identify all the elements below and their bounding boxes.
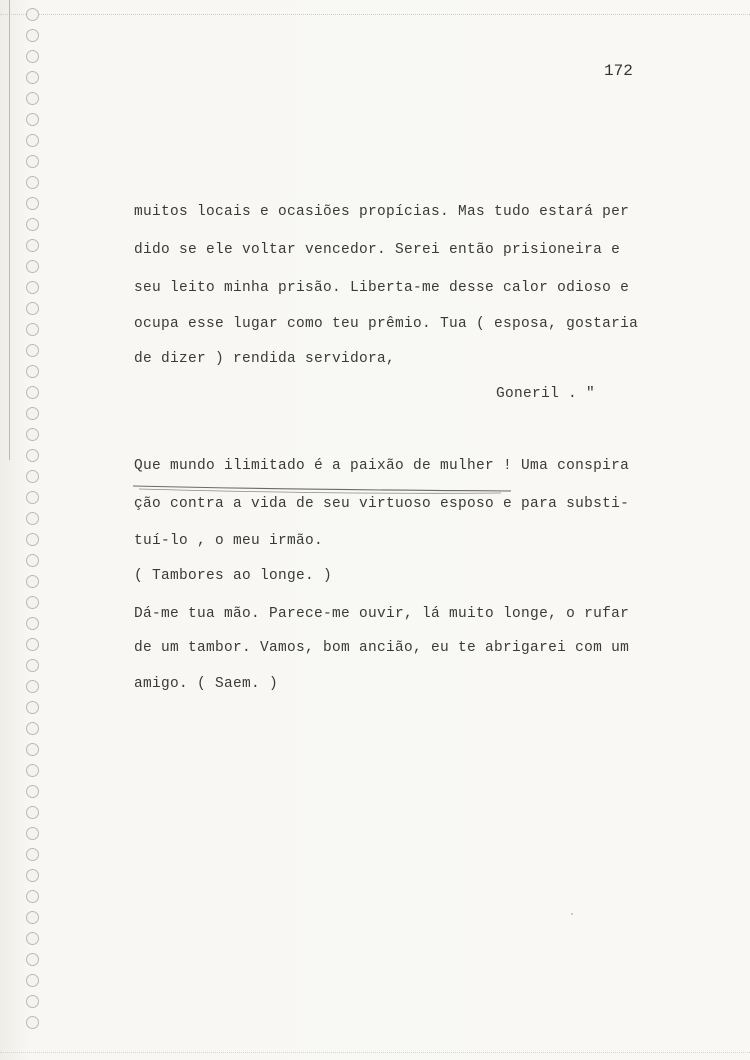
binder-hole (26, 491, 39, 504)
binder-hole (26, 764, 39, 777)
binder-hole (26, 617, 39, 630)
binder-hole (26, 428, 39, 441)
binder-hole (26, 281, 39, 294)
binder-hole (26, 29, 39, 42)
binder-hole (26, 365, 39, 378)
binder-hole (26, 533, 39, 546)
binder-hole (26, 932, 39, 945)
binder-hole (26, 470, 39, 483)
binder-hole (26, 953, 39, 966)
binder-hole (26, 554, 39, 567)
binder-hole (26, 974, 39, 987)
binder-hole (26, 638, 39, 651)
binder-hole (26, 71, 39, 84)
binder-hole (26, 134, 39, 147)
letter-line-4: ocupa esse lugar como teu prêmio. Tua ( esposa, gostaria (134, 316, 639, 332)
binder-hole (26, 449, 39, 462)
binder-hole (26, 596, 39, 609)
stage-direction-line: ( Tambores ao longe. ) (134, 568, 333, 584)
letter-signature: Goneril . " (496, 386, 596, 402)
binder-hole (26, 869, 39, 882)
binder-hole (26, 680, 39, 693)
speech-line-5: Dá-me tua mão. Parece-me ouvir, lá muito longe, o rufar (134, 606, 630, 622)
page-number: 172 (604, 62, 633, 80)
binder-hole (26, 302, 39, 315)
binder-hole (26, 155, 39, 168)
binder-hole (26, 197, 39, 210)
binder-hole (26, 407, 39, 420)
speech-line-6: de um tambor. Vamos, bom ancião, eu te abrigarei com um (134, 640, 630, 656)
paper-speck (571, 913, 573, 915)
speech-line-3: tuí-lo , o meu irmão. (134, 533, 324, 549)
binder-hole (26, 722, 39, 735)
binder-hole (26, 218, 39, 231)
bottom-edge-dots (0, 1052, 750, 1054)
binder-hole (26, 50, 39, 63)
letter-line-5: de dizer ) rendida servidora, (134, 351, 396, 367)
binder-hole (26, 701, 39, 714)
letter-line-1: muitos locais e ocasiões propícias. Mas tudo estará per (134, 204, 630, 220)
letter-line-3: seu leito minha prisão. Liberta-me desse calor odioso e (134, 280, 630, 296)
binder-holes (26, 8, 42, 1048)
binder-hole (26, 239, 39, 252)
binder-hole (26, 260, 39, 273)
binder-hole (26, 386, 39, 399)
binder-hole (26, 113, 39, 126)
binder-hole (26, 827, 39, 840)
binder-hole (26, 8, 39, 21)
speech-line-2: ção contra a vida de seu virtuoso esposo e para substi- (134, 496, 630, 512)
binder-hole (26, 848, 39, 861)
binder-hole (26, 512, 39, 525)
binder-hole (26, 890, 39, 903)
binder-hole (26, 92, 39, 105)
top-edge-dots (0, 14, 750, 16)
letter-line-2: dido se ele voltar vencedor. Serei então prisioneira e (134, 242, 621, 258)
binder-hole (26, 785, 39, 798)
speech-line-7: amigo. ( Saem. ) (134, 676, 279, 692)
binder-hole (26, 575, 39, 588)
binder-hole (26, 659, 39, 672)
binder-hole (26, 344, 39, 357)
binder-hole (26, 1016, 39, 1029)
binder-hole (26, 806, 39, 819)
speech-line-1: Que mundo ilimitado é a paixão de mulher ! Uma conspira (134, 458, 630, 474)
binder-hole (26, 911, 39, 924)
binder-hole (26, 743, 39, 756)
binder-hole (26, 176, 39, 189)
binder-hole (26, 995, 39, 1008)
binder-hole (26, 323, 39, 336)
binding-margin-line (9, 0, 10, 460)
handwritten-underline (131, 482, 515, 496)
